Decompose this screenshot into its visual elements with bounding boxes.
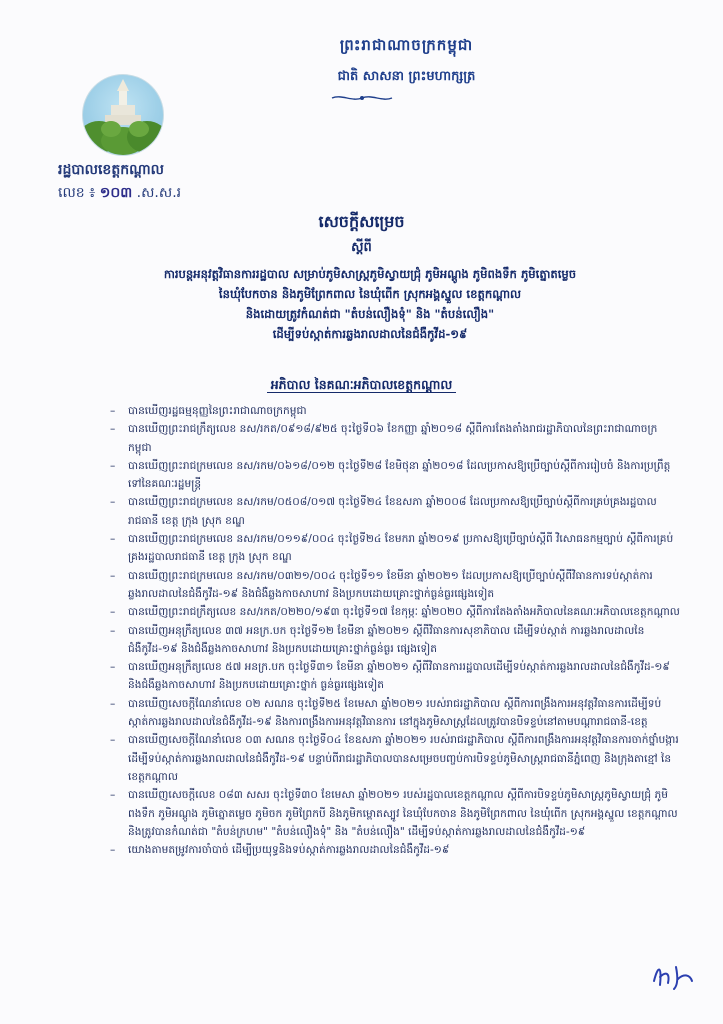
citation-item: – បានឃើញសេចក្តីលេខ ០៨៣ សសរ ចុះថ្ងៃទី៣០ ខែមេសា ឆ្នាំ២០២១ របស់រដ្ឋបាលខេត្តកណ្តាល ស្តីពីការបិទខ្ទប់ភូមិសាស្ត្រភូមិស្វាយជ្រុំ ភូមិពងទឹក ភូមិអណ្តូង ភូមិត្នោតម្លេច ភូមិចក ភូមិព្រែកបី និងភូមិកម្ពោតស្បូវ នៃឃុំបែកចាន និងភូមិព្រែកពាល នៃឃុំពើក ស្រុកអង្គស្នួល ខេត្តកណ្តាល និងត្រូវបានកំណត់ជា "តំបន់ក្រហម" "តំបន់លឿងទុំ" និង "តំបន់លឿង" ដើម្បីទប់ស្កាត់ការឆ្លងរាលដាលនៃជំងឺកូវីដ-១៩ — [110, 786, 680, 841]
province-seal-logo — [82, 74, 164, 156]
number-label: លេខ ៖ — [58, 185, 96, 201]
subject-line: នៃឃុំបែកចាន និងភូមិព្រែកពាល នៃឃុំពើក ស្រុកអង្គស្នួល ខេត្តកណ្តាល — [218, 287, 522, 301]
royal-emblem-ornament-icon — [330, 93, 394, 103]
number-value: ១០៣ — [99, 185, 133, 201]
subject-line: ដើម្បីទប់ស្កាត់ការឆ្លងរាលដាលនៃជំងឺកូវីដ-១៩ — [272, 327, 468, 341]
province-office-name: រដ្ឋបាលខេត្តកណ្ដាល — [58, 162, 164, 178]
citation-item: – បានឃើញព្រះរាជក្រមលេខ នស/រកម/០៥០៨/០១៧ ចុះថ្ងៃទី២៤ ខែឧសភា ឆ្នាំ២០០៨ ដែលប្រកាសឱ្យប្រើច្បាប់ស្តីពីការគ្រប់គ្រងរដ្ឋបាលរាជធានី ខេត្ត ក្រុង ស្រុក ខណ្ឌ — [110, 493, 680, 530]
authority-title: អភិបាល នៃគណៈអភិបាលខេត្តកណ្តាល — [267, 377, 457, 393]
document-number — [58, 183, 181, 204]
decision-subject — [70, 264, 670, 344]
citation-item: – បានឃើញអនុក្រឹត្យលេខ ៣៧ អនក្រ.បក ចុះថ្ងៃទី១២ ខែមីនា ឆ្នាំ២០២១ ស្តីពីវិធានការសុខាភិបាល ដើម្បីទប់ស្កាត់ ការឆ្លងរាលដាលនៃជំងឺកូវីដ-១៩ និងជំងឺឆ្លងកាចសាហាវ និងប្រកបដោយគ្រោះថ្នាក់ធ្ងន់ធ្ងរ ផ្សេងទៀត — [110, 622, 680, 659]
citation-item: – បានឃើញព្រះរាជក្រមលេខ នស/រកម/០១១៩/០០៤ ចុះថ្ងៃទី២៤ ខែមករា ឆ្នាំ២០១៩ ប្រកាសឱ្យប្រើច្បាប់ស្តីពី វិសោធនកម្មច្បាប់ ស្តីពីការគ្រប់គ្រងរដ្ឋបាលរាជធានី ខេត្ត ក្រុង ស្រុក ខណ្ឌ — [110, 530, 680, 567]
subject-line: និងដោយត្រូវកំណត់ជា "តំបន់លឿងទុំ" និង "តំបន់លឿង" — [245, 307, 495, 321]
legal-citations — [110, 402, 680, 859]
about-label: ស្តីពី — [351, 240, 372, 255]
citation-item: – បានឃើញសេចក្តីណែនាំលេខ ០៣ សណន ចុះថ្ងៃទី០៤ ខែឧសភា ឆ្នាំ២០២១ របស់រាជរដ្ឋាភិបាល ស្តីពីការពង្រឹងការអនុវត្តវិធានការចាក់ថ្នាំបង្ការ ដើម្បីទប់ស្កាត់ការឆ្លងរាលដាលនៃជំងឺកូវីដ-១៩ បន្ទាប់ពីរាជរដ្ឋាភិបាលបានសម្រេចបញ្ចប់ការបិទខ្ទប់ភូមិសាស្ត្ររាជធានីភ្នំពេញ និងក្រុងតាខ្មៅ នៃខេត្តកណ្តាល — [110, 731, 680, 786]
kingdom-title: ព្រះរាជាណាចក្រកម្ពុជា — [339, 36, 474, 54]
citation-item: – យោងតាមតម្រូវការចាំបាច់ ដើម្បីប្រយុទ្ធនិងទប់ស្កាត់ការឆ្លងរាលដាលនៃជំងឺកូវីដ-១៩ — [110, 841, 680, 859]
citation-item: – បានឃើញព្រះរាជក្រឹត្យលេខ នស/រកត/០៩១៨/៩២៥ ចុះថ្ងៃទី០៦ ខែកញ្ញា ឆ្នាំ២០១៨ ស្តីពីការតែងតាំងរាជរដ្ឋាភិបាលនៃព្រះរាជាណាចក្រកម្ពុជា — [110, 420, 680, 457]
decision-title: សេចក្តីសម្រេច — [318, 212, 405, 231]
nation-religion-king: ជាតិ សាសនា ព្រះមហាក្សត្រ — [337, 69, 476, 84]
citation-item: – បានឃើញព្រះរាជក្រមលេខ នស/រកម/០៣២១/០០៤ ចុះថ្ងៃទី១១ ខែមីនា ឆ្នាំ២០២១ ដែលប្រកាសឱ្យប្រើច្បាប់ស្តីពីវិធានការទប់ស្កាត់ការឆ្លងរាលដាលនៃជំងឺកូវីដ-១៩ និងជំងឺឆ្លងកាចសាហាវ និងប្រកបដោយគ្រោះថ្នាក់ធ្ងន់ធ្ងរផ្សេងទៀត — [110, 567, 680, 604]
citation-item: – បានឃើញព្រះរាជក្រមលេខ នស/រកម/០៦១៨/០១២ ចុះថ្ងៃទី២៨ ខែមិថុនា ឆ្នាំ២០១៨ ដែលប្រកាសឱ្យប្រើច្បាប់ស្តីពីការរៀបចំ និងការប្រព្រឹត្តទៅនៃគណៈរដ្ឋមន្ត្រី — [110, 457, 680, 494]
initials-signature-icon — [648, 955, 698, 995]
number-suffix: .ស.ស.រ — [136, 185, 182, 201]
citation-item: – បានឃើញព្រះរាជក្រឹត្យលេខ នស/រកត/០២២០/១៩៣ ចុះថ្ងៃទី១៧ ខែកុម្ភៈ ឆ្នាំ២០២០ ស្តីពីការតែងតាំងអភិបាលនៃគណៈអភិបាលខេត្តកណ្តាល — [110, 603, 680, 621]
citation-item: – បានឃើញសេចក្តីណែនាំលេខ ០២ សណន ចុះថ្ងៃទី២៥ ខែមេសា ឆ្នាំ២០២១ របស់រាជរដ្ឋាភិបាល ស្តីពីការពង្រឹងការអនុវត្តវិធានការដើម្បីទប់ស្កាត់ការឆ្លងរាលដាលនៃជំងឺកូវីដ-១៩ និងការពង្រឹងការអនុវត្តវិធានការ នៅក្នុងភូមិសាស្ត្រដែលត្រូវបានបិទខ្ទប់នៅតាមបណ្តារាជធានី-ខេត្ត — [110, 695, 680, 732]
issuing-authority — [0, 377, 723, 396]
citation-item: – បានឃើញអនុក្រឹត្យលេខ ៥៧ អនក្រ.បក ចុះថ្ងៃទី៣១ ខែមីនា ឆ្នាំ២០២១ ស្តីពីវិធានការរដ្ឋបាលដើម្បីទប់ស្កាត់ការឆ្លងរាលដាលនៃជំងឺកូវីដ-១៩ និងជំងឺឆ្លងកាចសាហាវ និងប្រកបដោយគ្រោះថ្នាក់ ធ្ងន់ធ្ងរផ្សេងទៀត — [110, 658, 680, 695]
citation-item: – បានឃើញរដ្ឋធម្មនុញ្ញនៃព្រះរាជាណាចក្រកម្ពុជា — [110, 402, 680, 420]
subject-line: ការបន្តអនុវត្តវិធានការរដ្ឋបាល សម្រាប់ភូមិសាស្ត្រភូមិស្វាយជ្រុំ ភូមិអណ្តូង ភូមិពងទឹក ភូមិត្នោតម្លេច — [163, 267, 577, 281]
